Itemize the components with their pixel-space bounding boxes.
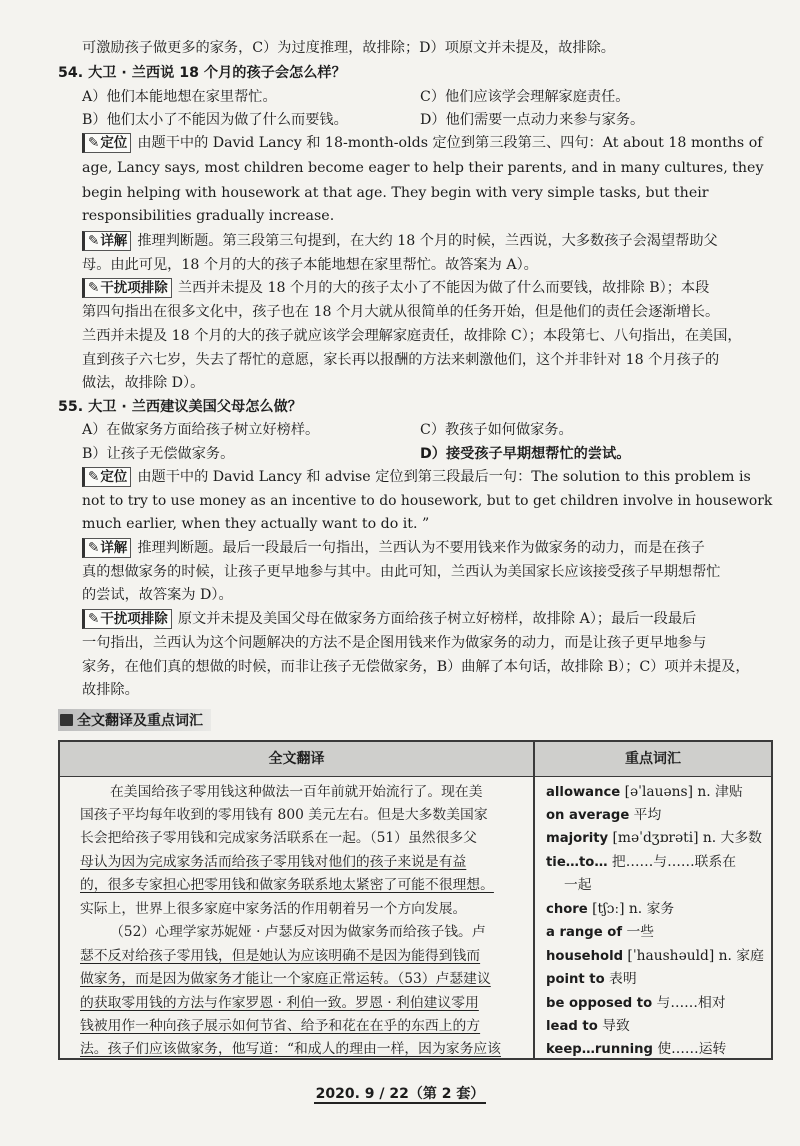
q54-distract-line-5: 做法，故排除 D）。 — [82, 375, 205, 391]
col-header-translation: 全文翻译 — [268, 751, 325, 767]
vocab-item: tie…to… 把……与……联系在 — [546, 854, 737, 870]
q55-locate-line-3: much earlier, when they actually want to do it. ” — [82, 516, 430, 532]
pencil-icon: ✎ — [88, 135, 100, 151]
page-footer — [0, 1083, 800, 1103]
q55-detail-tag: ✎详解 — [82, 538, 131, 558]
q54-distract-line-4: 直到孩子六七岁，失去了帮忙的意愿，家长再以报酬的方法来刺激他们，这个并非针对 18 个月孩子的 — [82, 352, 720, 368]
vocab-item: on average 平均 — [546, 807, 662, 823]
q54-detail-line-2: 母。由此可见，18 个月的大的孩子本能地想在家里帮忙。故答案为 A）。 — [82, 257, 538, 273]
pencil-icon: ✎ — [88, 540, 100, 556]
pencil-icon: ✎ — [88, 469, 100, 485]
translation-line: 长会把给孩子零用钱和完成家务活联系在一起。（51）虽然很多父 — [80, 830, 477, 846]
q55-title: 55. 大卫 · 兰西建议美国父母怎么做？ — [58, 399, 302, 415]
translation-line: 钱被用作一种向孩子展示如何节省、给予和花在在乎的东西上的方 — [80, 1018, 481, 1034]
translation-line: （52）心理学家苏妮娅 · 卢瑟反对因为做家务而给孩子钱。卢 — [110, 924, 486, 940]
q54-option-c: C）他们应该学会理解家庭责任。 — [420, 89, 630, 105]
q55-distract-line-4: 故排除。 — [82, 682, 139, 698]
vocab-item: a range of 一些 — [546, 924, 655, 940]
q54-locate-line-3: begin helping with housework at that age. They begin with very simple tasks, but their — [82, 185, 709, 201]
q54-title: 54. 大卫 · 兰西说 18 个月的孩子会怎么样？ — [58, 65, 346, 81]
q55-distract-line-3: 家务，在他们真的想做的时候，而非让孩子无偿做家务，B）曲解了本句话，故排除 B）；C）项并未提及， — [82, 659, 750, 675]
q54-option-b: B）他们太小了不能因为做了什么而要钱。 — [82, 112, 348, 128]
vocab-item: point to 表明 — [546, 971, 637, 987]
q55-locate-line-2: not to try to use money as an incentive to do housework, but to get children involve in housework — [82, 493, 773, 509]
q54-detail-line-1: ✎详解 推理判断题。第三段第三句提到，在大约 18 个月的时候，兰西说，大多数孩子会渴望帮助父 — [82, 230, 718, 252]
q54-detail-tag: ✎详解 — [82, 231, 131, 251]
translation-line: 在美国给孩子零用钱这种做法一百年前就开始流行了。现在美 — [110, 784, 483, 800]
col-header-vocab: 重点词汇 — [625, 751, 681, 767]
column-divider — [533, 742, 535, 1058]
q55-option-a: A）在做家务方面给孩子树立好榜样。 — [82, 422, 320, 438]
q54-distract-line-2: 第四句指出在很多文化中，孩子也在 18 个月大就从很简单的任务开始，但是他们的责任会逐渐增长。 — [82, 304, 720, 320]
q55-option-d: D）接受孩子早期想帮忙的尝试。 — [420, 446, 631, 462]
translation-line: 做家务，而是因为做家务才能让一个家庭正常运转。（53）卢瑟建议 — [80, 971, 491, 987]
q54-distract-line-1: ✎干扰项排除 兰西并未提及 18 个月的大的孩子太小了不能因为做了什么而要钱，故排除 B）；本段 — [82, 277, 709, 299]
book-icon — [60, 714, 73, 726]
translation-line: 的获取零用钱的方法与作家罗恩 · 利伯一致。罗恩 · 利伯建议零用 — [80, 995, 479, 1011]
table-header — [60, 742, 771, 777]
vocab-item: 一起 — [564, 877, 592, 893]
q54-locate-line-4: responsibilities gradually increase. — [82, 208, 335, 224]
q54-distract-tag: ✎干扰项排除 — [82, 278, 172, 298]
translation-line: 国孩子平均每年收到的零用钱有 800 美元左右。但是大多数美国家 — [80, 807, 488, 823]
vocab-item: lead to 导致 — [546, 1018, 630, 1034]
section-title: 全文翻译及重点词汇 — [77, 713, 203, 729]
q54-distract-line-3: 兰西并未提及 18 个月的大的孩子就应该学会理解家庭责任，故排除 C）；本段第七、八句指出，在美国， — [82, 328, 742, 344]
vocab-item: majority [məˈdʒɒrəti] n. 大多数 — [546, 830, 762, 846]
vocab-item: chore [tʃɔː] n. 家务 — [546, 901, 675, 917]
q55-option-b: B）让孩子无偿做家务。 — [82, 446, 235, 462]
q55-detail-line-3: 的尝试，故答案为 D）。 — [82, 587, 233, 603]
pencil-icon: ✎ — [88, 280, 100, 296]
q55-distract-line-2: 一句指出，兰西认为这个问题解决的方法不是企图用钱来作为做家务的动力，而是让孩子更早地参与 — [82, 635, 707, 651]
q54-locate-line-2: age, Lancy says, most children become eager to help their parents, and in many cultures, they — [82, 160, 764, 176]
translation-line: 实际上，世界上很多家庭中家务活的作用朝着另一个方向发展。 — [80, 901, 467, 917]
pencil-icon: ✎ — [88, 611, 100, 627]
footer-text: 2020. 9 / 22（第 2 套） — [315, 1086, 485, 1102]
vocab-item: allowance [əˈlauəns] n. 津贴 — [546, 784, 743, 800]
q54-option-d: D）他们需要一点动力来参与家务。 — [420, 112, 645, 128]
q55-detail-line-2: 真的想做家务的时候，让孩子更早地参与其中。由此可知，兰西认为美国家长应该接受孩子早期想帮忙 — [82, 564, 721, 580]
pencil-icon: ✎ — [88, 233, 100, 249]
carryover-line: 可激励孩子做更多的家务，C）为过度推理，故排除；D）项原文并未提及，故排除。 — [82, 40, 615, 56]
q55-locate-line-1: ✎定位 由题干中的 David Lancy 和 advise 定位到第三段最后一句：The solution to this problem is — [82, 466, 751, 488]
translation-line: 母认为因为完成家务活而给孩子零用钱对他们的孩子来说是有益 — [80, 854, 467, 870]
translation-line: 的，很多专家担心把零用钱和做家务联系地太紧密了可能不很理想。 — [80, 877, 494, 893]
q54-locate-line-1: ✎定位 由题干中的 David Lancy 和 18-month-olds 定位到第三段第三、四句：At about 18 months of — [82, 132, 763, 154]
q55-distract-tag: ✎干扰项排除 — [82, 609, 172, 629]
q55-detail-line-1: ✎详解 推理判断题。最后一段最后一句指出，兰西认为不要用钱来作为做家务的动力，而是在孩子 — [82, 537, 705, 559]
vocab-item: keep…running 使……运转 — [546, 1041, 727, 1057]
section-header — [58, 709, 211, 731]
q55-locate-tag: ✎定位 — [82, 467, 131, 487]
translation-line: 法。孩子们应该做家务，他写道：“和成人的理由一样，因为家务应该 — [80, 1041, 501, 1057]
q54-locate-tag: ✎定位 — [82, 133, 131, 153]
q55-distract-line-1: ✎干扰项排除 原文并未提及美国父母在做家务方面给孩子树立好榜样，故排除 A）；最后一段最后 — [82, 608, 696, 630]
vocab-item: be opposed to 与……相对 — [546, 995, 726, 1011]
translation-table — [58, 740, 773, 1060]
q54-option-a: A）他们本能地想在家里帮忙。 — [82, 89, 277, 105]
vocab-item: household [ˈhaushəuld] n. 家庭 — [546, 948, 764, 964]
q55-option-c: C）教孩子如何做家务。 — [420, 422, 573, 438]
translation-line: 瑟不反对给孩子零用钱，但是她认为应该明确不是因为能得到钱而 — [80, 948, 481, 964]
